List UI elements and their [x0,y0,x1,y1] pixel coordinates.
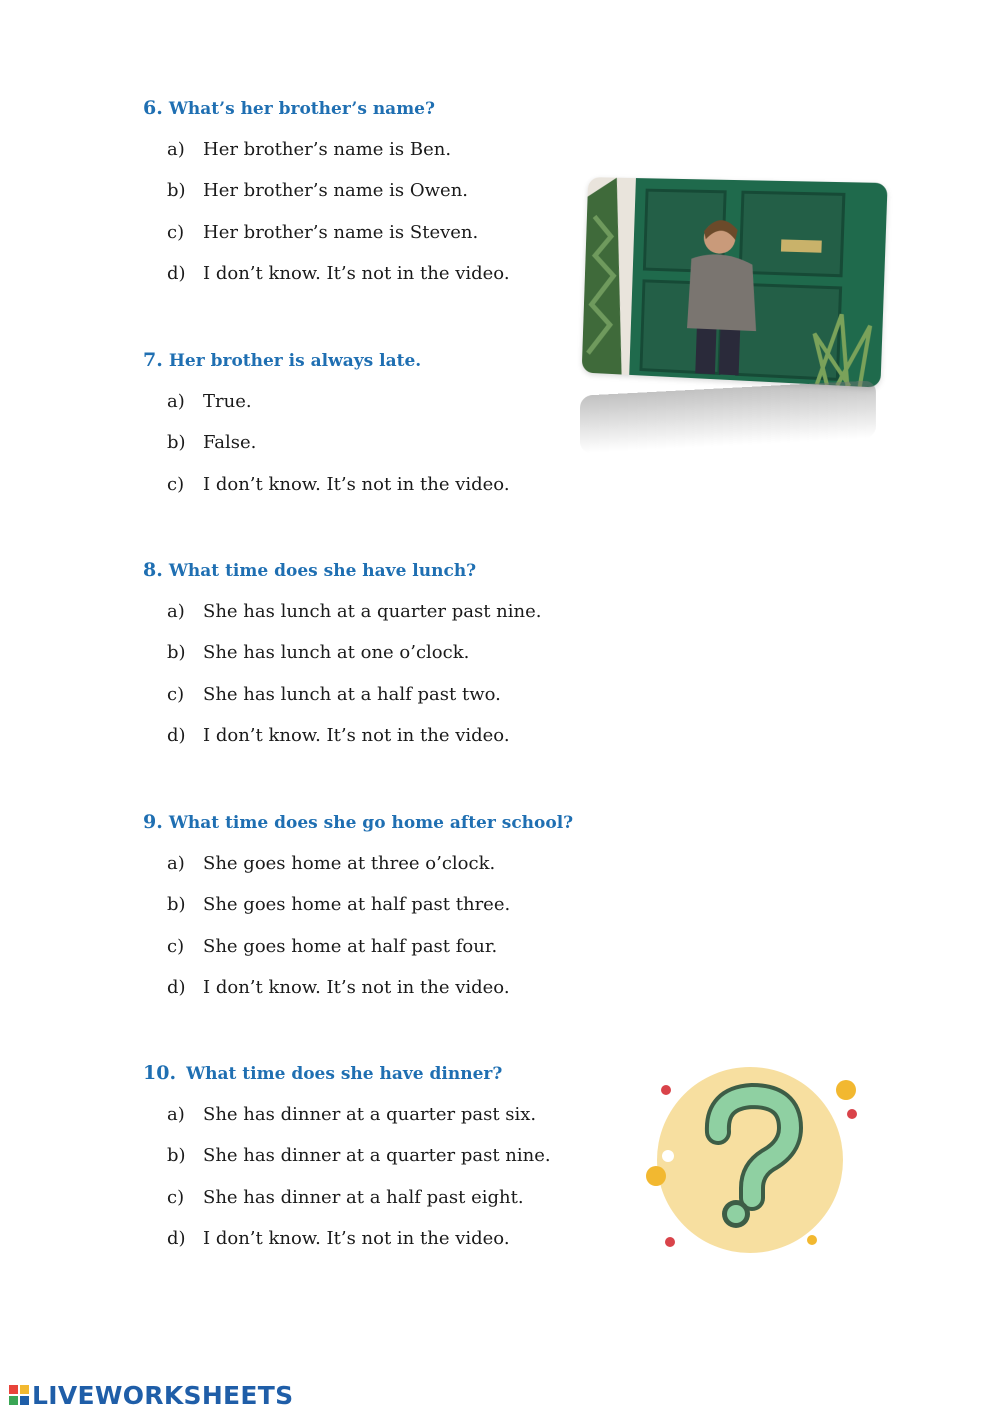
option[interactable]: a) True. [167,391,252,412]
option[interactable]: b) She goes home at half past three. [167,894,511,915]
question-text: What time does she have lunch? [168,561,477,581]
question-heading [143,97,435,120]
question-number: 6. [143,97,163,119]
option[interactable]: d) I don’t know. It’s not in the video. [167,1228,510,1249]
option[interactable]: b) She has dinner at a quarter past nine. [167,1145,551,1166]
option[interactable]: c) She has dinner at a half past eight. [167,1187,524,1208]
option[interactable]: a) She has lunch at a quarter past nine. [167,601,542,622]
question-number: 7. [143,349,163,371]
question-text: Her brother is always late. [168,351,422,371]
question-heading [143,811,573,834]
question-heading [143,349,421,372]
liveworksheets-logo-icon [8,1384,30,1406]
option[interactable]: a) Her brother’s name is Ben. [167,139,452,160]
option[interactable]: c) She goes home at half past four. [167,936,498,957]
option[interactable]: b) Her brother’s name is Owen. [167,180,469,201]
footer-brand [8,1380,293,1410]
question-text: What time does she go home after school? [168,813,574,833]
brand-name: LIVEWORKSHEETS [32,1380,294,1410]
question-text: What time does she have dinner? [186,1064,503,1084]
option[interactable]: a) She goes home at three o’clock. [167,853,496,874]
option[interactable]: b) She has lunch at one o’clock. [167,642,470,663]
question-mark-illustration [640,1060,862,1260]
question-number: 8. [143,559,163,581]
photo-reflection [580,380,876,454]
question-heading [143,1062,502,1085]
option[interactable]: c) She has lunch at a half past two. [167,684,501,705]
question-number: 9. [143,811,163,833]
option[interactable]: b) False. [167,432,257,453]
question-text: What’s her brother’s name? [168,99,435,119]
option[interactable]: d) I don’t know. It’s not in the video. [167,725,510,746]
option[interactable]: a) She has dinner at a quarter past six. [167,1104,537,1125]
option[interactable]: c) Her brother’s name is Steven. [167,222,479,243]
option[interactable]: d) I don’t know. It’s not in the video. [167,263,510,284]
question-heading [143,559,476,582]
option[interactable]: d) I don’t know. It’s not in the video. [167,977,510,998]
video-still-photo [582,177,888,388]
option[interactable]: c) I don’t know. It’s not in the video. [167,474,510,495]
question-number: 10. [143,1062,177,1084]
